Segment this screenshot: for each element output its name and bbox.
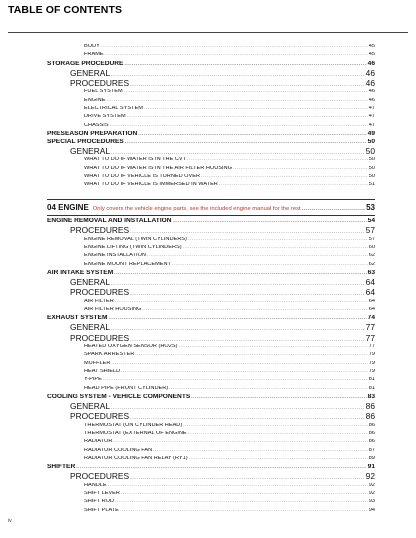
section-divider	[47, 199, 375, 200]
toc-page-number: 46	[368, 97, 375, 103]
dot-leader	[188, 431, 368, 436]
dot-leader	[111, 282, 365, 287]
toc-page-number: 62	[368, 261, 375, 267]
toc-entry[interactable]	[47, 491, 375, 499]
dot-leader	[105, 52, 368, 57]
toc-entry-title: FRAME	[84, 52, 104, 58]
dot-leader	[121, 491, 368, 496]
toc-entry[interactable]	[47, 431, 375, 439]
toc-entry[interactable]	[47, 361, 375, 369]
toc-entry[interactable]	[47, 174, 375, 182]
dot-leader	[233, 166, 368, 171]
dot-leader	[201, 174, 368, 179]
toc-page-number: 45	[368, 44, 375, 49]
dot-leader	[130, 83, 365, 88]
toc-entry-title: ELECTRICAL SYSTEM	[84, 105, 143, 111]
toc-entry-title: GENERAL	[70, 401, 111, 411]
toc-page-number: 79	[368, 369, 375, 375]
toc-entry-title: PROCEDURES	[70, 333, 130, 343]
toc-entry-title: PROCEDURES	[70, 226, 130, 236]
toc-entry-title: THERMOSTAT (ON CYLINDER HEAD)	[84, 422, 183, 428]
toc-entry[interactable]	[47, 299, 375, 307]
dot-leader	[187, 157, 368, 162]
toc-page-number: 47	[368, 122, 375, 128]
dot-leader	[138, 132, 366, 137]
toc-page-number: 86	[365, 412, 375, 422]
dot-leader	[144, 106, 368, 111]
toc-page-number: 46	[368, 89, 375, 95]
toc-entry-title: GENERAL	[70, 68, 111, 78]
toc-entry-title: DRIVE SYSTEM	[84, 114, 126, 120]
dot-leader	[169, 386, 368, 391]
toc-page-number: 86	[368, 431, 375, 437]
dot-leader	[121, 369, 368, 374]
toc-entry[interactable]	[47, 464, 375, 472]
toc-entry-title: CHASSIS	[84, 122, 109, 128]
dot-leader	[125, 140, 367, 145]
toc-entry[interactable]	[47, 288, 375, 298]
toc-entry[interactable]	[47, 402, 375, 412]
dot-leader	[173, 219, 367, 224]
dot-leader	[183, 423, 368, 428]
toc-page-number: 50	[368, 173, 375, 179]
dot-leader	[178, 344, 367, 349]
section-note: Only covers the vehicle engine parts, see the included engine manual for the rest	[92, 206, 301, 213]
toc-entry[interactable]	[47, 44, 375, 52]
dot-leader	[108, 483, 368, 488]
dot-leader	[219, 182, 368, 187]
toc-entry[interactable]	[47, 278, 375, 288]
toc-entry-title: ENGINE	[84, 97, 106, 103]
dot-leader	[188, 237, 368, 242]
toc-page-number: 86	[368, 422, 375, 428]
toc-page-number: 47	[368, 114, 375, 120]
toc-page-number: 77	[368, 344, 375, 350]
toc-page-number: 46	[365, 68, 375, 78]
toc-page-number: 79	[368, 352, 375, 358]
toc-page-number: 57	[368, 236, 375, 242]
toc-entry[interactable]	[47, 377, 375, 385]
toc-page-number: 46	[365, 78, 375, 88]
dot-leader	[130, 338, 365, 343]
toc-page-number: 45	[368, 52, 375, 58]
toc-entry-title: THERMOSTAT (EXTERNAL OF ENGINE	[84, 431, 187, 437]
dot-leader	[124, 89, 368, 94]
toc-entry-title: HANDLE	[84, 482, 107, 488]
toc-page-number: 64	[368, 298, 375, 304]
toc-entry-title: WHAT TO DO IF VEHICLE IS IMMERSED IN WATER	[84, 182, 218, 188]
toc-entry-title: SHIFTER	[47, 464, 76, 471]
toc-entry[interactable]	[47, 98, 375, 106]
toc-page-number: 50	[368, 157, 375, 163]
toc-entry-title: ENGINE MOUNT REPLACEMENT	[84, 261, 171, 267]
toc-page-number: 46	[367, 60, 375, 67]
dot-leader	[302, 207, 365, 212]
toc-entry[interactable]	[47, 253, 375, 261]
toc-page-number: 47	[368, 105, 375, 111]
dot-leader	[153, 448, 368, 453]
dot-leader	[111, 406, 365, 411]
dot-leader	[191, 395, 366, 400]
toc-page-number: 74	[367, 315, 375, 322]
toc-entry-title: 04 ENGINE	[47, 204, 89, 213]
toc-entry-title: AIR FILTER	[84, 298, 114, 304]
toc-entry-title: SPECIAL PROCEDURES	[47, 138, 124, 145]
toc-entry[interactable]	[47, 79, 375, 89]
toc-page-number: 62	[368, 253, 375, 259]
toc-page-number: 63	[367, 270, 375, 277]
dot-leader	[130, 416, 365, 421]
toc-page-number: 81	[368, 385, 375, 391]
dot-leader	[111, 73, 365, 78]
toc-entry-title: GENERAL	[70, 146, 111, 156]
toc-entry[interactable]	[47, 89, 375, 97]
page-number: iv	[8, 518, 12, 524]
toc-entry-title: PROCEDURES	[70, 412, 130, 422]
toc-entry[interactable]	[47, 386, 375, 394]
toc-page-number: 77	[365, 333, 375, 343]
toc-page-number: 94	[368, 507, 375, 513]
toc-entry-title: PROCEDURES	[70, 288, 130, 298]
toc-entry[interactable]	[47, 262, 375, 270]
toc-page-number: 92	[368, 490, 375, 496]
dot-leader	[114, 271, 366, 276]
toc-page-number: 77	[365, 323, 375, 333]
toc-entry-title: AIR FILTER HOUSING	[84, 307, 142, 313]
toc-page-number: 92	[368, 482, 375, 488]
toc-entry[interactable]	[47, 106, 375, 114]
toc-page-number: 79	[368, 360, 375, 366]
toc-entry-title: WHAT TO DO IF WATER IS IN THE CVT	[84, 157, 187, 163]
toc-entry[interactable]	[47, 61, 375, 69]
dot-leader	[115, 299, 368, 304]
dot-leader	[130, 230, 365, 235]
dot-leader	[135, 352, 368, 357]
toc-entry-title: RADIATOR COOLING FAN	[84, 447, 153, 453]
toc-entry-title: SPARK ARRESTER	[84, 352, 135, 358]
dot-leader	[142, 307, 367, 312]
toc-entry[interactable]	[47, 245, 375, 253]
toc-entry[interactable]	[47, 508, 375, 516]
toc-page-number: 91	[367, 464, 375, 471]
toc-page-number: 60	[368, 245, 375, 251]
toc-page-number: 50	[365, 146, 375, 156]
toc-entry-title: HEAD PIPE (FRONT CYLINDER)	[84, 385, 169, 391]
toc-entry-title: MUFFLER	[84, 360, 111, 366]
toc-entry-title: EXHAUST SYSTEM	[47, 315, 108, 322]
title-divider	[8, 32, 408, 33]
toc-entry-title: ENGINE INSTALLATION	[84, 253, 146, 259]
toc-entry[interactable]	[47, 472, 375, 482]
toc-entry-title: STORAGE PROCEDURE	[47, 60, 124, 67]
toc-page-number: 51	[368, 182, 375, 188]
toc-page-number: 57	[365, 226, 375, 236]
toc-entry[interactable]	[47, 114, 375, 122]
toc-entry-title: SHIFT ROD	[84, 499, 115, 505]
dot-leader	[130, 292, 365, 297]
toc-entry[interactable]	[47, 139, 375, 147]
dot-leader	[147, 253, 368, 258]
toc-entry-title: GENERAL	[70, 323, 111, 333]
dot-leader	[120, 508, 368, 513]
toc-page-number: 50	[367, 138, 375, 145]
toc-page-number: 81	[368, 377, 375, 383]
toc-page-number: 50	[368, 165, 375, 171]
toc-entry-title: WHAT TO DO IF VEHICLE IS TURNED OVER	[84, 173, 201, 179]
toc-entry[interactable]	[47, 499, 375, 507]
dot-leader	[110, 123, 368, 128]
toc-page-number: 89	[368, 455, 375, 461]
toc-entry[interactable]	[47, 483, 375, 491]
toc-entry[interactable]	[47, 369, 375, 377]
toc-entry[interactable]	[47, 69, 375, 79]
dot-leader	[124, 62, 366, 67]
toc-entry[interactable]	[47, 123, 375, 131]
dot-leader	[103, 377, 368, 382]
toc-entry-title: ENGINE REMOVAL (TWIN CYLINDERS)	[84, 236, 187, 242]
toc-entry-title: HEAT SHIELD	[84, 369, 121, 375]
table-of-contents	[47, 44, 375, 516]
toc-page-number: 87	[368, 447, 375, 453]
toc-page-number: 54	[367, 218, 375, 225]
toc-page-number: 64	[365, 288, 375, 298]
toc-entry[interactable]	[47, 344, 375, 352]
toc-entry[interactable]	[47, 237, 375, 245]
toc-entry[interactable]	[47, 412, 375, 422]
dot-leader	[130, 476, 365, 481]
toc-entry[interactable]	[47, 218, 375, 226]
toc-entry[interactable]	[47, 182, 375, 190]
toc-entry-title: PROCEDURES	[70, 472, 130, 482]
toc-entry[interactable]	[47, 394, 375, 402]
toc-entry[interactable]	[47, 166, 375, 174]
dot-leader	[111, 327, 365, 332]
toc-entry[interactable]	[47, 307, 375, 315]
toc-page-number: 86	[365, 401, 375, 411]
toc-entry[interactable]	[47, 448, 375, 456]
toc-page-number: 93	[368, 499, 375, 505]
toc-entry-title: SHIFT PLATE	[84, 507, 119, 513]
toc-entry[interactable]	[47, 456, 375, 464]
toc-page-number: 92	[365, 472, 375, 482]
section-divider	[47, 215, 375, 216]
toc-entry[interactable]	[47, 226, 375, 236]
dot-leader	[76, 465, 366, 470]
page-title: TABLE OF CONTENTS	[8, 4, 123, 16]
toc-entry-title: RADIATOR	[84, 439, 113, 445]
toc-entry[interactable]	[47, 315, 375, 323]
toc-entry-title: RADIATOR COOLING FAN RELAY (RY1)	[84, 455, 188, 461]
toc-page-number: 64	[365, 278, 375, 288]
toc-section-entry[interactable]	[47, 204, 375, 215]
toc-page-number: 83	[367, 393, 375, 400]
dot-leader	[111, 151, 365, 156]
toc-entry-title: ENGINE REMOVAL AND INSTALLATION	[47, 218, 172, 225]
toc-entry[interactable]	[47, 334, 375, 344]
toc-entry[interactable]	[47, 157, 375, 165]
toc-entry[interactable]	[47, 352, 375, 360]
toc-entry[interactable]	[47, 323, 375, 333]
toc-entry[interactable]	[47, 423, 375, 431]
dot-leader	[172, 262, 368, 267]
dot-leader	[101, 44, 368, 49]
toc-page-number: 49	[367, 130, 375, 137]
toc-entry-title: COOLING SYSTEM - VEHICLE COMPONENTS	[47, 393, 191, 400]
dot-leader	[183, 245, 368, 250]
toc-page-number: 86	[368, 439, 375, 445]
dot-leader	[106, 98, 367, 103]
dot-leader	[127, 114, 368, 119]
toc-entry-title: HEATED OXYGEN SENSOR (HO2S)	[84, 344, 178, 350]
toc-entry[interactable]	[47, 439, 375, 447]
dot-leader	[111, 361, 367, 366]
toc-entry-title: Y-PIPE	[84, 377, 102, 383]
toc-entry[interactable]	[47, 147, 375, 157]
toc-entry-title: BODY	[84, 44, 100, 49]
toc-entry-title: AIR INTAKE SYSTEM	[47, 270, 114, 277]
toc-entry-title: ENGINE LIFTING (TWIN CYLINDERS)	[84, 245, 182, 251]
toc-entry[interactable]	[47, 270, 375, 278]
dot-leader	[189, 456, 368, 461]
toc-page-number: 53	[366, 204, 375, 213]
dot-leader	[115, 499, 368, 504]
toc-entry-title: FUEL SYSTEM	[84, 89, 123, 95]
toc-entry-title: PRESEASON PREPARATION	[47, 130, 138, 137]
toc-entry[interactable]	[47, 52, 375, 60]
toc-entry-title: PROCEDURES	[70, 78, 130, 88]
dot-leader	[113, 439, 367, 444]
toc-page-number: 64	[368, 307, 375, 313]
toc-entry-title: WHAT TO DO IF WATER IS IN THE AIR FILTER HOUSING	[84, 165, 232, 171]
toc-entry-title: GENERAL	[70, 278, 111, 288]
toc-entry[interactable]	[47, 131, 375, 139]
dot-leader	[108, 316, 366, 321]
toc-entry-title: SHIFT LEVER	[84, 490, 120, 496]
